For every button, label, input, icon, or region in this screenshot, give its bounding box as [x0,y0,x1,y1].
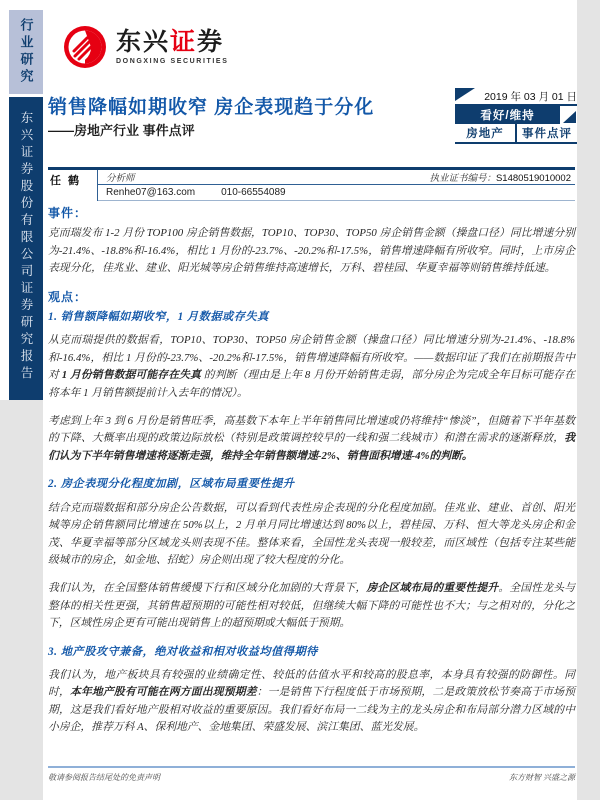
sidebar-category-label: 行业研究 [18,18,34,86]
report-title: 销售降幅如期收窄 房企表现趋于分化 [48,97,375,118]
rating-badge: 看好/维持 [455,106,560,124]
analyst-license: 执业证书编号：S1480519010002 [429,173,571,184]
industry-label: 房地产 [455,124,517,142]
notch-triangle-icon [560,106,577,124]
point-2-paragraph-b: 我们认为，在全国整体销售缓慢下行和区域分化加剧的大背景下，房企区域布局的重要性提升。全国性龙头与整体的相关性更强，其销售超预期的可能性相对较低，但继续大幅下降的可能性也不大；与之相对的，分化之下，区域性房企更有可能出现销售上的超预期或大幅低于预期。 [48,582,576,630]
point-2-paragraph-a: 结合克而瑞数据和部分房企公告数据，可以看到代表性房企表现的分化程度加剧。佳兆业、建业、首创、阳光城等房企销售额同比增速在 50%以上，2 月单月同比增速达到 80%以上，碧桂园、万科、恒大等龙头房企和金茂、华夏幸福等部分区域龙头则表现不佳。整体来看，全国性龙头表现一般较差，而区域性（包括专注某些能级城市的房企，如金地、招蛇）房企则出现了较大程度的分化。 [48,501,575,566]
point-1-paragraph-b: 考虑到上年 3 到 6 月份是销售旺季，高基数下本年上半年销售同比增速或仍将维持“惨淡”，但随着下半年基数的下降、大概率出现的政策边际放松（特别是政策调控较早的一线和强二线城市）和潜在需求的逐渐释放，我们认为下半年销售增速将逐渐走强，维持全年销售额增速-2%、销售面积增速-4%的判断。 [48,415,575,462]
page-footer [48,766,575,783]
sidebar-company-label: 东兴证券股份有限公司证券研究报告 [19,111,33,383]
dongxing-emblem-icon [62,24,108,70]
point-1-paragraph-a: 从克而瑞提供的数据看，TOP10、TOP30、TOP50 房企销售金额（操盘口径）同比增速分别为-21.4%、-18.8%和-16.4%，相比 1 月份的-23.7%、-20.2%和-17.5%，销售增速降幅有所收窄。——数据印证了我们在前期报告中对 1 月份销售数据可能存在失真 的判断（理由是上年 8 月份开始销售走弱，部分房企为完成全年目标可能存在将本年 1 月销售额提前计入去年的情况）。 [48,334,575,399]
corner-triangle-icon [455,88,475,101]
analyst-email: Renhe07@163.com [106,187,196,198]
point-3-heading: 3. 地产股攻守兼备，绝对收益和相对收益均值得期待 [48,645,318,658]
logo-wordmark [116,27,229,65]
sidebar-category-band [9,10,43,94]
footer-slogan: 东方财智 兴盛之源 [509,773,575,782]
event-paragraph: 克而瑞发布 1-2 月份 TOP100 房企销售数据，TOP10、TOP30、TOP50 房企销售金额（操盘口径）同比增速分别为-21.4%、-18.8%和-16.4%，相比 1 月份的-23.7%、-20.2%和-17.5%，销售增速降幅有所收窄。同时，上市房企表现分化，佳兆业、建业、阳光城等房企销售维持高速增长，万科、碧桂园、华夏幸福等则销售维持低速。 [48,227,575,275]
dongxing-logo [62,24,228,70]
logo-cn-text: 东兴证券 [116,27,225,56]
right-gray-margin [577,0,600,800]
analyst-row-1 [98,170,575,185]
report-body [48,205,575,748]
report-date: 2019 年 03 月 01 日 [484,90,577,103]
event-section-label: 事件： [48,206,88,220]
report-info-box [455,88,577,144]
rating-row [455,106,577,124]
analyst-row-2 [98,185,575,201]
view-section-label: 观点： [48,289,88,304]
report-type-label: 事件点评 [522,128,572,140]
report-date-row [455,88,577,106]
analyst-phone: 010-66554089 [221,187,286,198]
sidebar-company-band [9,97,43,400]
footer-disclaimer: 敬请参阅报告结尾处的免责声明 [48,773,160,782]
analyst-name: 任 鹤 [48,170,98,201]
industry-type-row [455,124,577,144]
point-1-heading: 1. 销售额降幅如期收窄，1 月数据或存失真 [48,311,269,324]
point-2-heading: 2. 房企表现分化程度加剧，区域布局重要性提升 [48,478,295,491]
logo-en-text: DONGXING SECURITIES [116,57,229,65]
report-subtitle: ——房地产行业 事件点评 [48,123,195,138]
left-gray-margin [0,400,43,800]
analyst-table [48,167,575,201]
point-3-paragraph: 我们认为，地产板块具有较强的业绩确定性、较低的估值水平和较高的股息率，本身具有较强的防御性。同时，本年地产股有可能在两方面出现预期差：一是销售下行程度低于市场预期，二是政策放松节奏高于市场预期，这是我们看好地产股相对收益的重要原因。我们看好布局一二线为主的龙头房企和布局部分潜力区域的中小房企，推荐万科 A、保利地产、金地集团、荣盛发展、滨江集团、蓝光发展。 [48,668,576,734]
analyst-role: 分析师 [106,174,135,184]
